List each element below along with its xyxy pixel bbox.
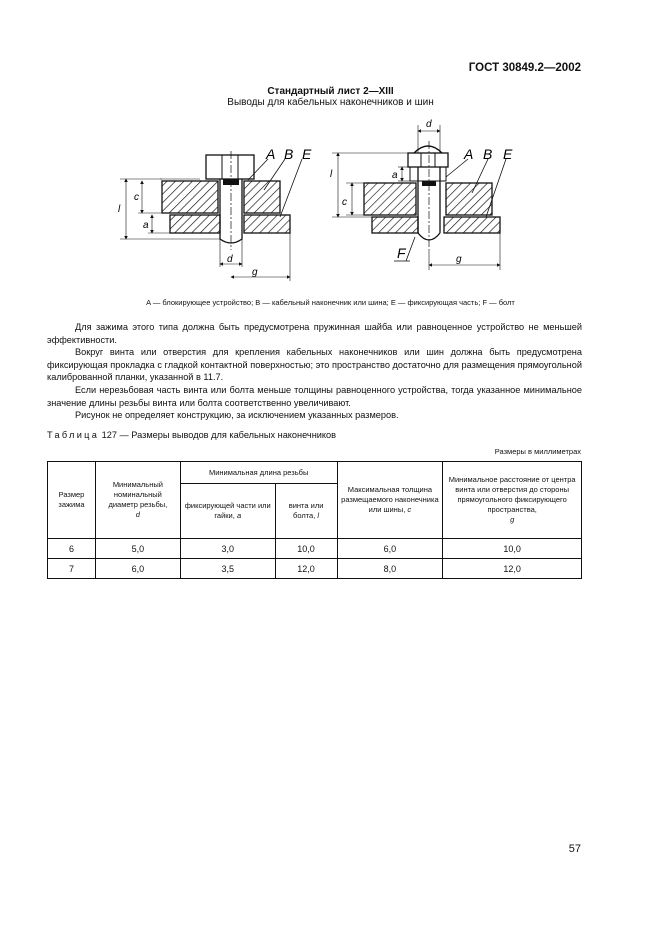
paragraph-1: Для зажима этого типа должна быть предусмотрена пружинная шайба или равноценное устройство не меньшей эффективности. <box>47 322 582 345</box>
page-number: 57 <box>568 843 581 855</box>
right-label-e: E <box>503 146 513 162</box>
left-figure <box>118 146 312 281</box>
right-dim-c: c <box>342 197 347 208</box>
table-row: 6 5,0 3,0 10,0 6,0 10,0 <box>48 539 582 559</box>
body-text <box>47 321 582 422</box>
right-label-b: B <box>483 146 493 162</box>
sheet-subtitle: Выводы для кабельных наконечников и шин <box>227 97 434 108</box>
left-dim-a: a <box>143 220 149 231</box>
table-units: Размеры в миллиметрах <box>494 447 581 456</box>
right-dim-g: g <box>456 254 462 265</box>
right-label-a: A <box>464 146 474 162</box>
right-label-f: F <box>397 245 406 261</box>
left-dim-d: d <box>227 254 233 265</box>
table-caption-text: 127 — Размеры выводов для кабельных наконечников <box>99 430 337 440</box>
header-size: Размер зажима <box>48 462 96 539</box>
table-caption-prefix: Таблица <box>47 430 100 440</box>
left-dim-l: l <box>118 204 121 215</box>
header-screw: винта или болта, l <box>275 484 337 539</box>
dimensions-table <box>47 461 582 579</box>
table-caption <box>47 430 336 440</box>
right-figure <box>330 119 513 270</box>
header-thickness: Максимальная толщина размещаемого наконечника или шины, c <box>337 462 443 539</box>
left-dim-g: g <box>252 267 258 278</box>
right-dim-a: a <box>392 170 398 181</box>
terminal-drawing <box>80 115 580 295</box>
right-dim-l: l <box>330 169 333 180</box>
header-thread-length: Минимальная длина резьбы <box>180 462 337 484</box>
document-code: ГОСТ 30849.2—2002 <box>468 62 581 74</box>
sheet-title: Стандартный лист 2—XIII <box>267 86 394 97</box>
table-row: 7 6,0 3,5 12,0 8,0 12,0 <box>48 559 582 579</box>
header-nut: фиксирующей части или гайки, a <box>180 484 275 539</box>
header-distance: Минимальное расстояние от центра винта или отверстия до стороны прямоугольного фиксирующего пространства, g <box>443 462 582 539</box>
left-label-e: E <box>302 146 312 162</box>
paragraph-3: Если нерезьбовая часть винта или болта меньше толщины равноценного устройства, тогда указанное минимальное значение длины резьбы винта или болта соответственно увеличивают. <box>47 384 582 408</box>
header-diameter: Минимальный номинальный диаметр резьбы, d <box>95 462 180 539</box>
paragraph-4: Рисунок не определяет конструкцию, за исключением указанных размеров. <box>75 410 399 421</box>
left-label-b: B <box>284 146 294 162</box>
left-dim-c: c <box>134 192 139 203</box>
paragraph-2: Вокруг винта или отверстия для крепления кабельных наконечников или шин должна быть предусмотрена фиксирующая прокладка с гладкой контактной поверхностью; это пространство достаточно для размещения прямоугольной калиброванной планки, указанной в 11.7. <box>47 347 582 383</box>
figure-legend: A — блокирующее устройство; B — кабельный наконечник или шина; E — фиксирующая часть; F — болт <box>146 298 515 307</box>
right-dim-d: d <box>426 119 432 130</box>
left-label-a: A <box>266 146 276 162</box>
